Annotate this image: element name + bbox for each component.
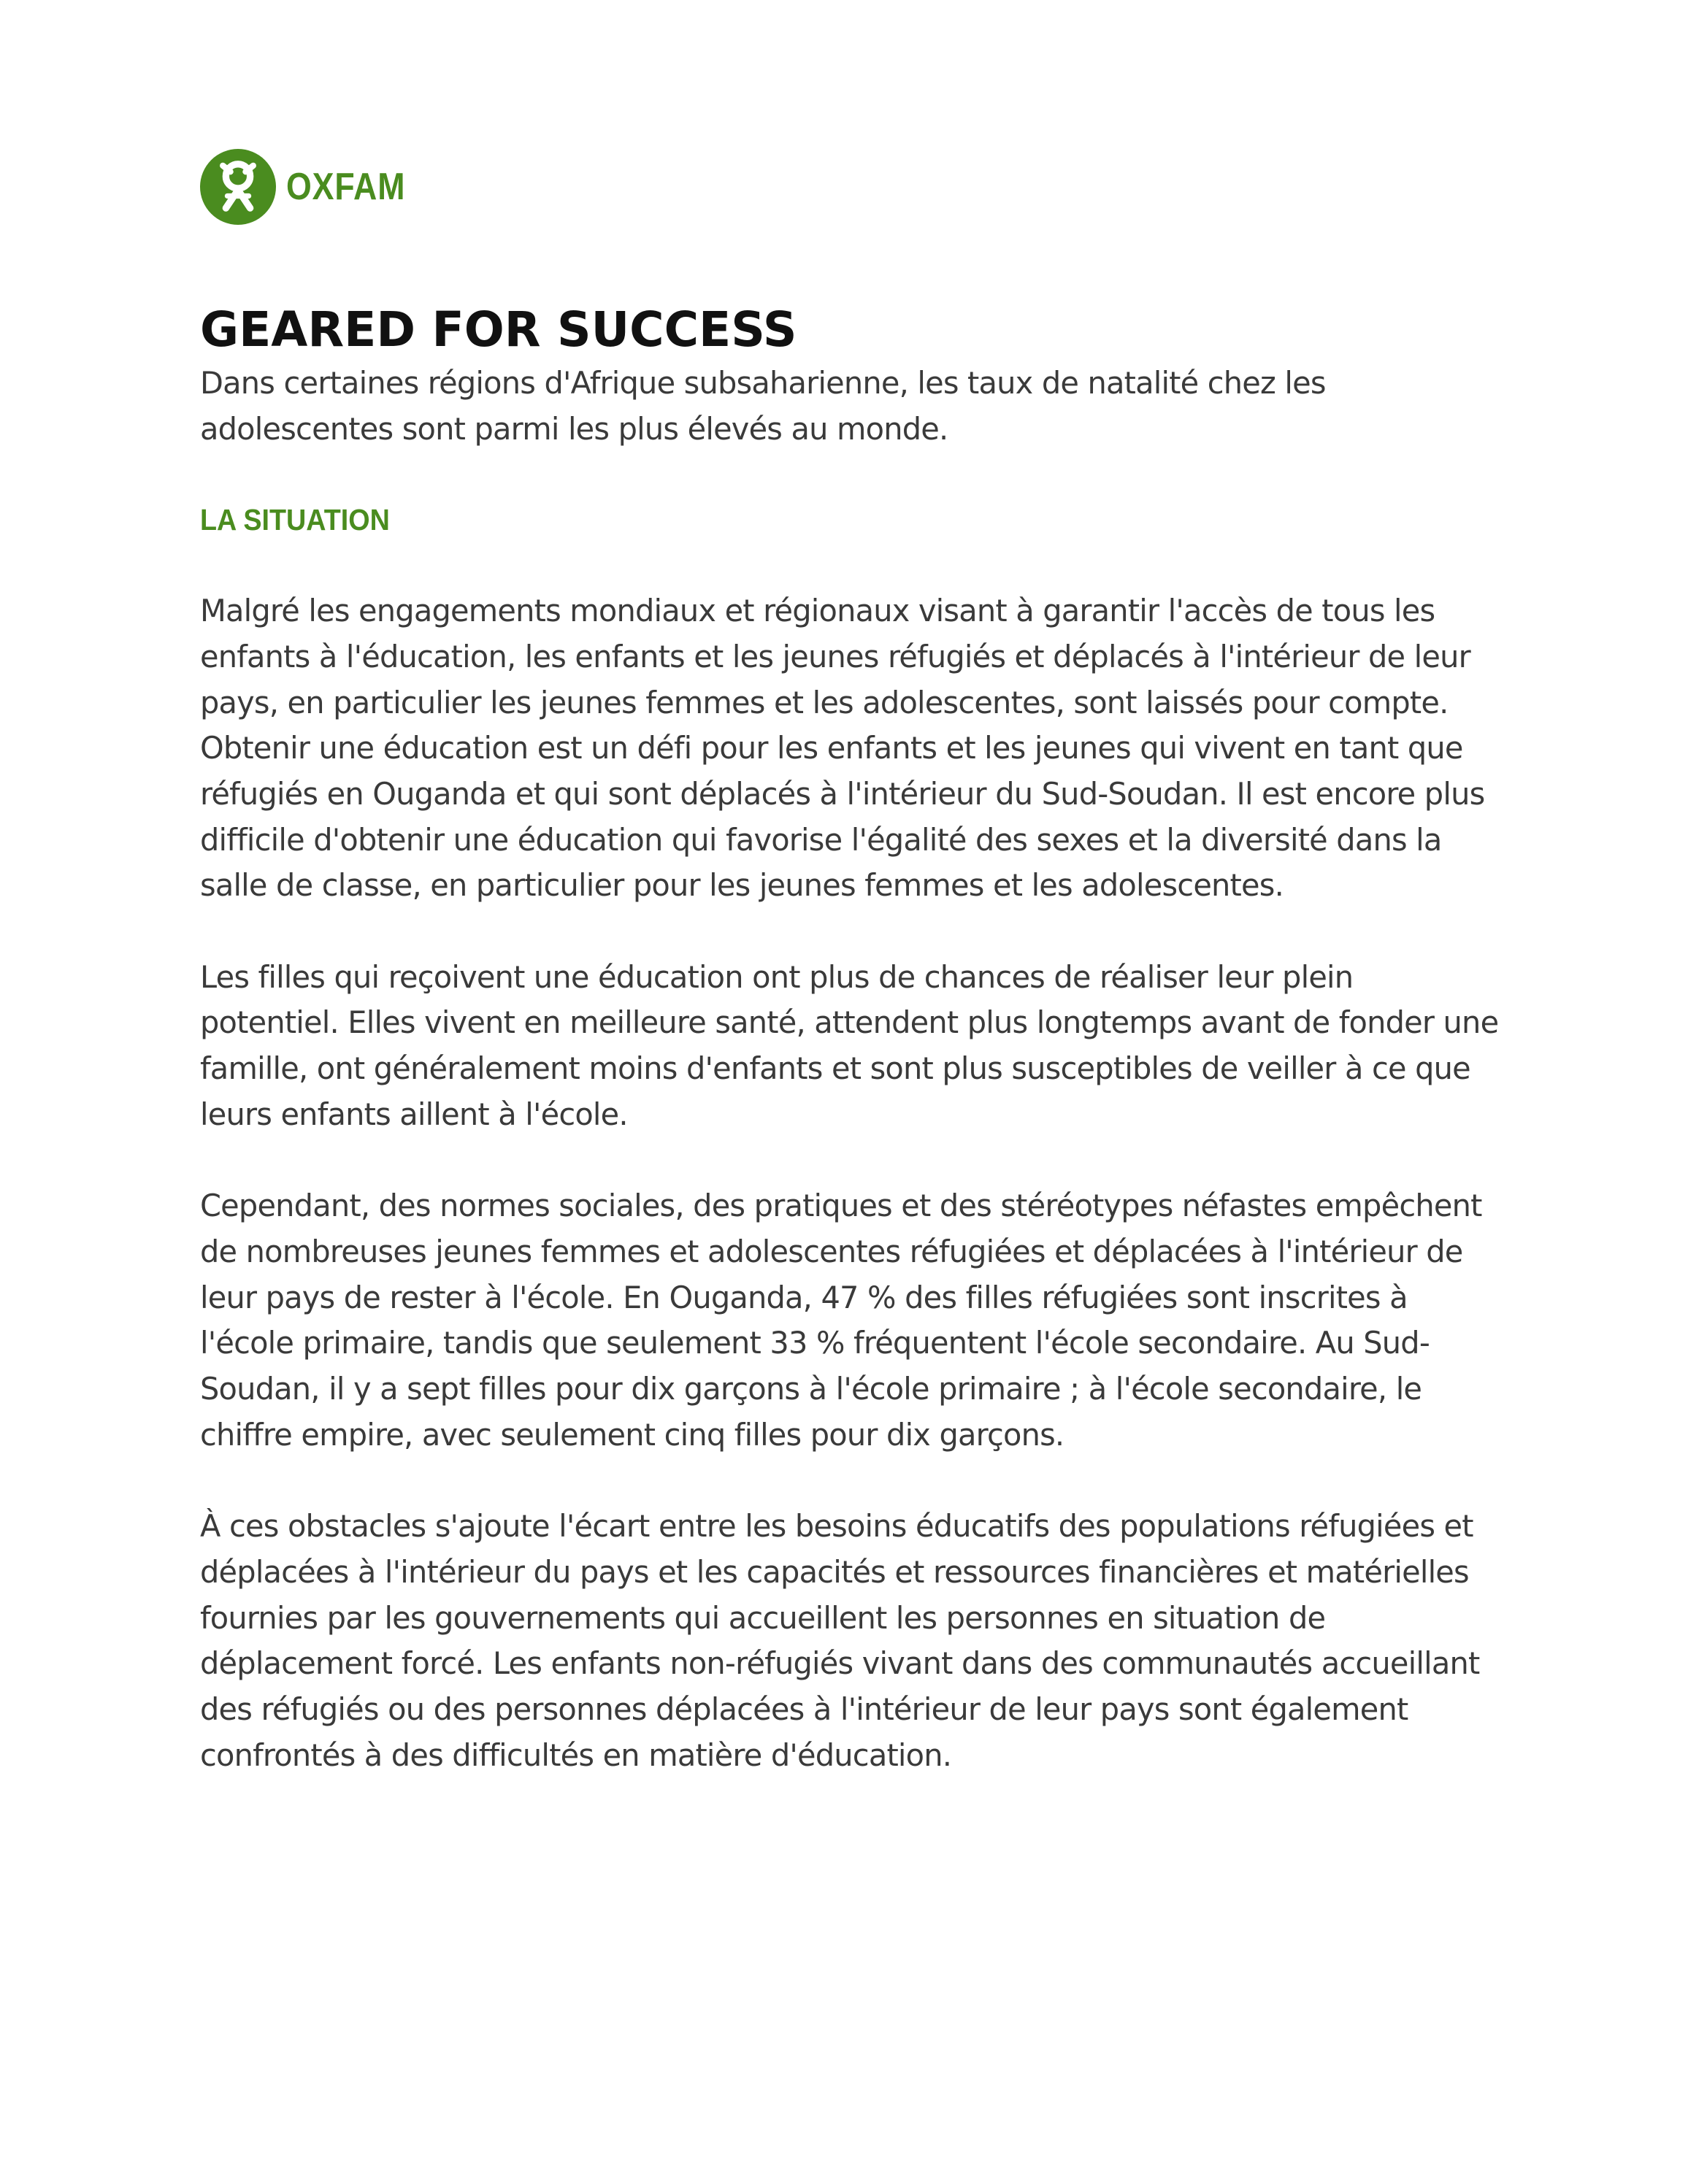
- brand-name: OXFAM: [286, 166, 406, 208]
- body-paragraph: Cependant, des normes sociales, des pratiques et des stéréotypes néfastes empêchent de nombreuses jeunes femmes et adolescentes réfugiées et déplacées à l'intérieur de leur pays de rester à l'école. En Ouganda, 47 % des filles réfugiées sont inscrites à l'école primaire, tandis que seulement 33 % fréquentent l'école secondaire. Au Sud-Soudan, il y a sept filles pour dix garçons à l'école primaire ; à l'école secondaire, le chiffre empire, avec seulement cinq filles pour dix garçons.: [200, 1188, 1482, 1453]
- document-content: [200, 301, 1500, 1778]
- body-paragraph: À ces obstacles s'ajoute l'écart entre les besoins éducatifs des populations réfugiées et déplacées à l'intérieur du pays et les capacités et ressources financières et matérielles fournies par les gouvernements qui accueillent les personnes en situation de déplacement forcé. Les enfants non-réfugiés vivant dans des communautés accueillant des réfugiés ou des personnes déplacées à l'intérieur de leur pays sont également confrontés à des difficultés en matière d'éducation.: [200, 1508, 1480, 1773]
- body-paragraph: Les filles qui reçoivent une éducation ont plus de chances de réaliser leur plein potentiel. Elles vivent en meilleure santé, attendent plus longtemps avant de fonder une famille, ont généralement moins d'enfants et sont plus susceptibles de veiller à ce que leurs enfants aillent à l'école.: [200, 958, 1499, 1132]
- oxfam-figure-icon: [200, 149, 276, 225]
- oxfam-logo: [200, 149, 425, 225]
- document-title: GEARED FOR SUCCESS: [200, 301, 797, 358]
- section-heading: LA SITUATION: [200, 503, 390, 537]
- intro-paragraph: Dans certaines régions d'Afrique subsaharienne, les taux de natalité chez les adolescentes sont parmi les plus élevés au monde.: [200, 365, 1326, 447]
- body-paragraph: Malgré les engagements mondiaux et régionaux visant à garantir l'accès de tous les enfants à l'éducation, les enfants et les jeunes réfugiés et déplacés à l'intérieur de leur pays, en particulier les jeunes femmes et les adolescentes, sont laissés pour compte. Obtenir une éducation est un défi pour les enfants et les jeunes qui vivent en tant que réfugiés en Ouganda et qui sont déplacés à l'intérieur du Sud-Soudan. Il est encore plus difficile d'obtenir une éducation qui favorise l'égalité des sexes et la diversité dans la salle de classe, en particulier pour les jeunes femmes et les adolescentes.: [200, 593, 1485, 904]
